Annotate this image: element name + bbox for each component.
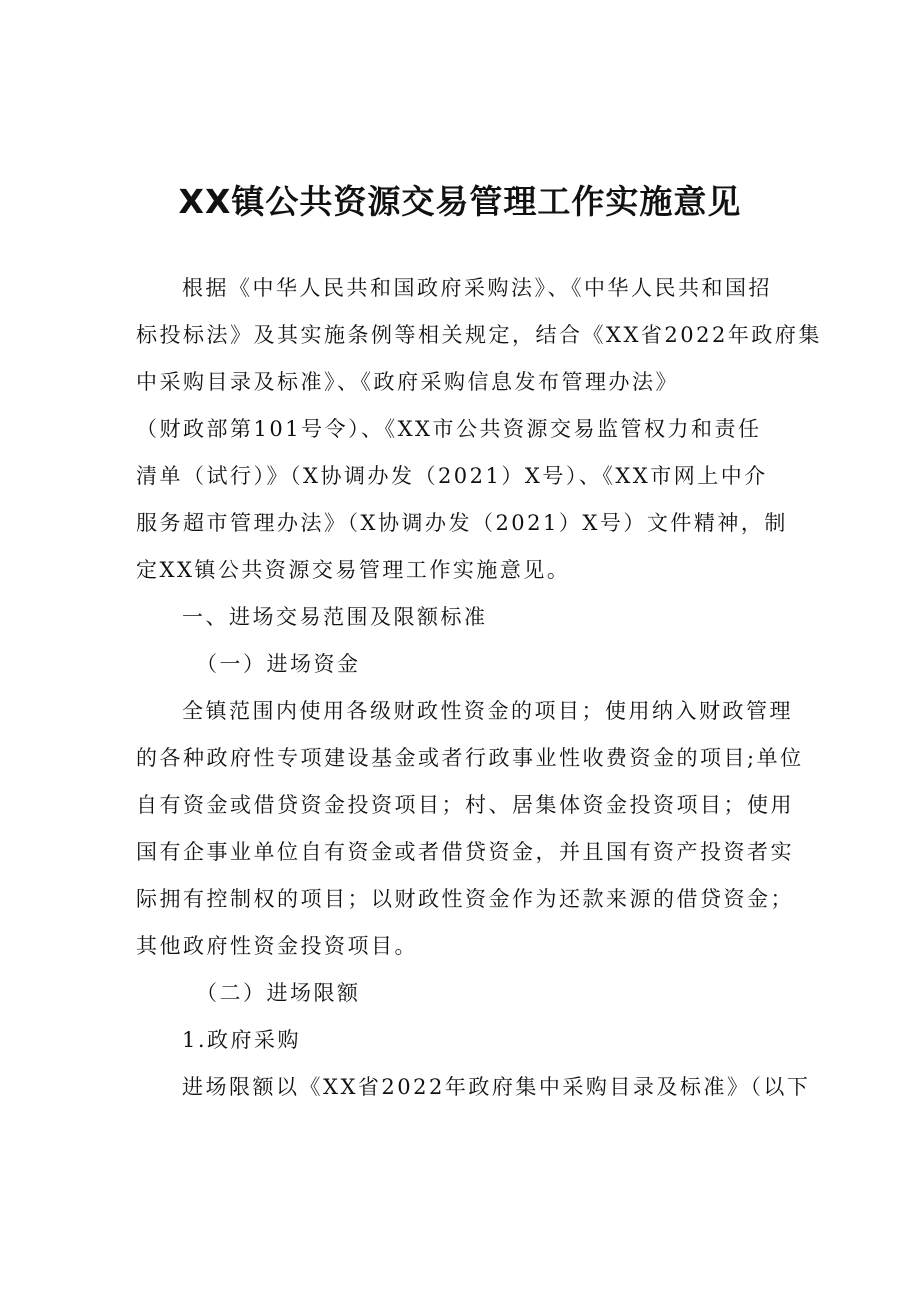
paragraph-line: 的各种政府性专项建设基金或者行政事业性收费资金的项目;单位 [136, 746, 804, 770]
paragraph-line: 自有资金或借贷资金投资项目；村、居集体资金投资项目；使用 [136, 793, 794, 817]
paragraph-line: 定XX镇公共资源交易管理工作实施意见。 [136, 558, 571, 582]
paragraph-line: 际拥有控制权的项目；以财政性资金作为还款来源的借贷资金； [136, 887, 794, 911]
paragraph-line: 全镇范围内使用各级财政性资金的项目；使用纳入财政管理 [182, 699, 793, 723]
section-heading: 一、进场交易范围及限额标准 [182, 605, 488, 629]
paragraph-line: 国有企事业单位自有资金或者借贷资金，并且国有资产投资者实 [136, 840, 794, 864]
subsection-heading: （一）进场资金 [196, 652, 361, 676]
paragraph-line: 清单（试行）》（X协调办发（2021）X号）、《XX市网上中介 [136, 464, 768, 488]
paragraph-line: 进场限额以《XX省2022年政府集中采购目录及标准》（以下 [182, 1075, 811, 1099]
paragraph-line: 其他政府性资金投资项目。 [136, 934, 418, 958]
paragraph-line: 中采购目录及标准》、《政府采购信息发布管理办法》 [136, 370, 679, 394]
paragraph-line: 根据《中华人民共和国政府采购法》、《中华人民共和国招 [182, 276, 772, 300]
paragraph-line: 标投标法》及其实施条例等相关规定，结合《XX省2022年政府集 [136, 323, 822, 347]
item-heading: 1.政府采购 [182, 1028, 302, 1052]
paragraph-line: 服务超市管理办法》（X协调办发（2021）X号）文件精神，制 [136, 511, 788, 535]
document-title: XX镇公共资源交易管理工作实施意见 [178, 182, 742, 221]
subsection-heading: （二）进场限额 [196, 981, 361, 1005]
paragraph-line: （财政部第101号令）、《XX市公共资源交易监管权力和责任 [136, 417, 762, 441]
